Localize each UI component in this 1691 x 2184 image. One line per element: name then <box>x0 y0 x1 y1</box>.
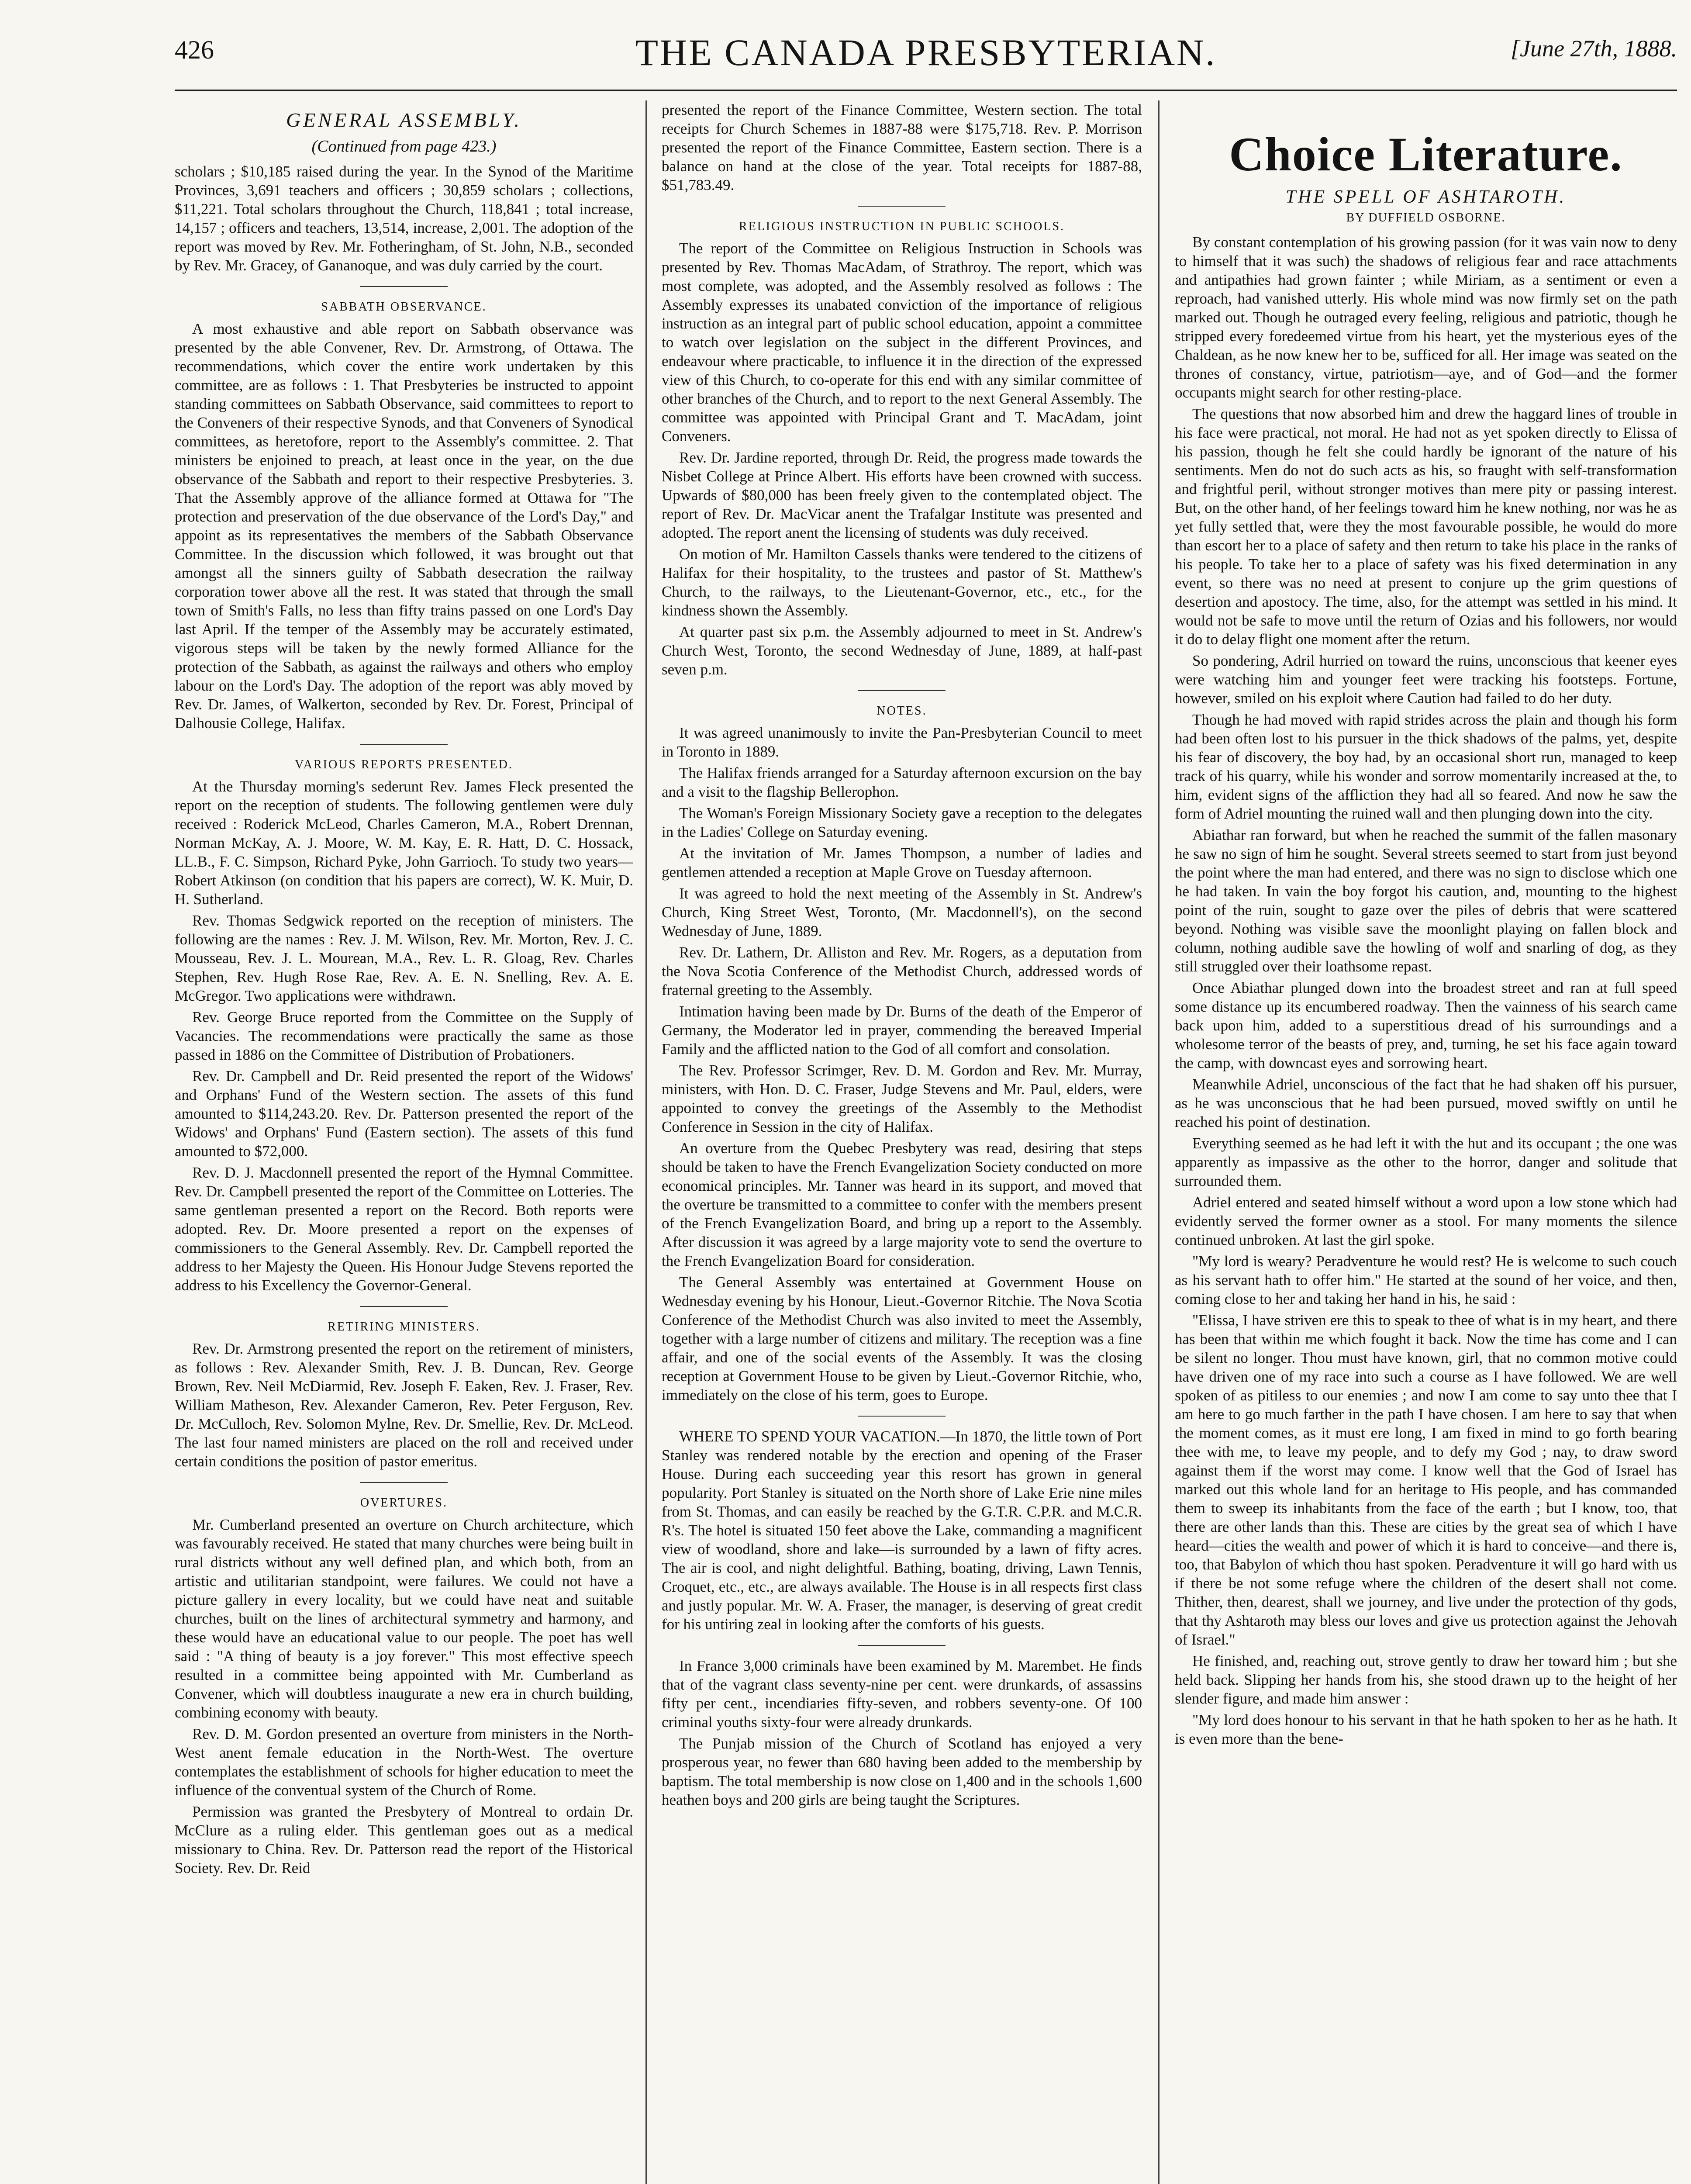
paragraph: Everything seemed as he had left it with the hut and its occupant ; the one was apparently as impassive as the other to the horror, danger and solitude that surrounded them. <box>1175 1135 1677 1189</box>
paragraph: Rev. Thomas Sedgwick reported on the reception of ministers. The following are the names : Rev. J. M. Wilson, Rev. Mr. Morton, Rev. J. C. Mousseau, Rev. J. L. Mourean, M.A., Rev. L. R. Gloag, Rev. Charles Stephen, Rev. Hugh Rose Rae, Rev. A. E. N. Snelling, Rev. A. E. McGregor. Two applications were withdrawn. <box>175 912 633 1004</box>
story-title: THE SPELL OF ASHTAROTH. <box>1285 187 1567 207</box>
paragraph: Abiathar ran forward, but when he reached the summit of the fallen masonary he saw no sign of him he sought. Several streets seemed to start from just beyond the point where the man had entered, and there was no sign to disclose which one he had taken. In vain the boy forgot his caution, and, mounting to the highest point of the ruin, sought to gaze over the piles of debris that were scattered beyond. Nothing was visible save the moonlight playing on fallen block and column, nothing audible save the howling of wolf and snarling of dog, as they still struggled over their loathsome repast. <box>1175 826 1677 975</box>
paragraph: presented the report of the Finance Committee, Western section. The total receipts for Church Schemes in 1887-88 were $175,718. Rev. P. Morrison presented the report of the Finance Committee, Eastern section. There is a balance on hand at the close of the year. Total receipts for 1887-88, $51,783.49. <box>662 101 1142 194</box>
paragraph: It was agreed to hold the next meeting of the Assembly in St. Andrew's Church, King Street West, Toronto, (Mr. Macdonnell's), on the second Wednesday of June, 1889. <box>662 885 1142 940</box>
paragraph-france: In France 3,000 criminals have been examined by M. Marembet. He finds that of the vagrant class seventy-nine per cent. were drunkards, of assassins fifty per cent., incendiaries fifty-seven, and robbers seventy-one. Of 100 criminal youths sixty-four were already drunkards. <box>662 1657 1142 1731</box>
paragraph: He finished, and, reaching out, strove gently to draw her toward him ; but she held back. Slipping her hands from his, she stood drawn up to the height of her slender figure, and made him answer : <box>1175 1652 1677 1707</box>
divider <box>858 206 946 207</box>
paragraph: Rev. D. J. Macdonnell presented the report of the Hymnal Committee. Rev. Dr. Campbell presented the report of the Committee on Lotteries. The same gentleman presented a report on the Record. Both reports were adopted. Rev. Dr. Moore presented a report on the expenses of commissioners to the General Assembly. Rev. Dr. Campbell reported the address to her Majesty the Queen. His Honour Judge Stevens reported the address to his Excellency the Governor-General. <box>175 1164 633 1294</box>
header-rule <box>175 90 1677 91</box>
paragraph: "My lord does honour to his servant in that he hath spoken to her as he hath. It is even more than the bene- <box>1175 1711 1677 1747</box>
paragraph: Rev. Dr. Campbell and Dr. Reid presented the report of the Widows' and Orphans' Fund of the Western section. The assets of this fund amounted to $114,243.20. Rev. Dr. Patterson presented the report of the Widows' and Orphans' Fund (Eastern section). The assets of this fund amounted to $72,000. <box>175 1068 633 1160</box>
paragraph: The questions that now absorbed him and drew the haggard lines of trouble in his face were practical, not moral. He had not as yet spoken directly to Elissa of his passion, though he felt she could hardly be ignorant of the nature of his sentiments. Men do not do such acts as his, so fraught with self-transformation and frightful peril, without stronger motives than mere pity or passing interest. But, on the other hand, of her feelings toward him he knew nothing, nor was he as yet fully settled that, were they the most favourable possible, he would do more than escort her to a place of safety and then return to take his place in the ranks of his people. To take her to a place of safety was his fixed determination in any event, so there was no need at present to conjure up the grim questions of desertion and apostocy. The time, also, for the attempt was settled in his mind. It would not be safe to move until the return of Ozias and his followers, nor would it do to delay flight one moment after the return. <box>1175 405 1677 648</box>
paragraph: Once Abiathar plunged down into the broadest street and ran at full speed some distance up its encumbered roadway. Then the vainness of his search came back upon him, added to a superstitious dread of his surroundings and a wholesome terror of the beasts of prey, and, turning, he set his face again toward the camp, with downcast eyes and sorrowing heart. <box>1175 979 1677 1071</box>
subheading-religious-instruction: RELIGIOUS INSTRUCTION IN PUBLIC SCHOOLS. <box>739 220 1065 233</box>
byline: BY DUFFIELD OSBORNE. <box>1346 211 1506 225</box>
divider <box>360 1306 448 1307</box>
paragraph: The Rev. Professor Scrimger, Rev. D. M. Gordon and Rev. Mr. Murray, ministers, with Hon. D. C. Fraser, Judge Stevens and Mr. Paul, elders, were appointed to convey the greetings of the Assembly to the Methodist Conference in Session in the city of Halifax. <box>662 1062 1142 1135</box>
paragraph: The report of the Committee on Religious Instruction in Schools was presented by Rev. Thomas MacAdam, of Strathroy. The report, which was most complete, was adopted, and the Assembly resolved as follows : The Assembly expresses its unabated conviction of the importance of religious instruction as an integral part of public school education, appoint a committee to watch over legislation on the subject in the different Provinces, and endeavour where practicable, to influence it in the direction of the expressed view of this Church, to co-operate for this end with any similar committee of other branches of the Church, and to report to the next General Assembly. The committee was appointed with Principal Grant and T. MacAdam, joint Conveners. <box>662 240 1142 445</box>
paragraph: Permission was granted the Presbytery of Montreal to ordain Dr. McClure as a ruling elder. This gentleman goes out as a medical missionary to China. Rev. Dr. Patterson read the report of the Historical Society. Rev. Dr. Reid <box>175 1803 633 1876</box>
column-general-assembly <box>175 100 633 2184</box>
paragraph: "My lord is weary? Peradventure he would rest? He is welcome to such couch as his servant hath to offer him." He started at the sound of her voice, and then, coming close to her and taking her hand in his, he said : <box>1175 1253 1677 1307</box>
paragraph: Rev. Dr. Jardine reported, through Dr. Reid, the progress made towards the Nisbet College at Prince Albert. His efforts have been crowned with success. Upwards of $80,000 has been freely given to the contemplated object. The report of Rev. Dr. MacVicar anent the Trafalgar Institute was presented and adopted. The report anent the licensing of students was duly received. <box>662 449 1142 541</box>
column-divider <box>1158 100 1160 2184</box>
divider <box>858 1645 946 1646</box>
divider <box>360 286 448 287</box>
column-choice-literature <box>1175 100 1677 2184</box>
paragraph: At the invitation of Mr. James Thompson, a number of ladies and gentlemen attended a reception at Maple Grove on Tuesday afternoon. <box>662 845 1142 881</box>
choice-literature-heading: Choice Literature. <box>1229 128 1623 181</box>
paragraph: Rev. Dr. Lathern, Dr. Alliston and Rev. Mr. Rogers, as a deputation from the Nova Scotia Conference of the Methodist Church, addressed words of fraternal greeting to the Assembly. <box>662 944 1142 999</box>
paragraph: Though he had moved with rapid strides across the plain and though his form had been often lost to his pursuer in the thick shadows of the palms, yet, despite his fear of discovery, the boy had, by an occasional short run, managed to keep track of his quarry, while his wonder and sorrow momentarily increased at the, to him, evident signs of the affliction they had all so feared. And now he saw the form of Adriel mounting the ruined wall and then plunging down into the city. <box>1175 711 1677 822</box>
continued-note: (Continued from page 423.) <box>311 137 497 156</box>
section-title: GENERAL ASSEMBLY. <box>286 109 522 131</box>
paragraph: Mr. Cumberland presented an overture on Church architecture, which was favourably received. He stated that many churches were being built in rural districts without any well defined plan, and which both, from an artistic and utilitarian standpoint, were failures. We could not have a picture gallery in every locality, but we could have neat and suitable churches, built on the lines of architectural symmetry and harmony, and these would have an educational value to our people. The poet has well said : "A thing of beauty is a joy forever." This most effective speech resulted in a committee being appointed with Mr. Cumberland as Convener, which will doubtless inaugurate a new era in church building, combining economy with beauty. <box>175 1516 633 1721</box>
page-number: 426 <box>175 35 214 64</box>
paragraph: The General Assembly was entertained at Government House on Wednesday evening by his Honour, Lieut.-Governor Ritchie. The Nova Scotia Conference of the Methodist Church was also invited to meet the Assembly, together with a large number of citizens and military. The reception was a fine affair, and one of the social events of the Assembly. It was the closing reception at Government House to be given by Lieut.-Governor Ritchie, who, immediately on the close of his term, goes to Europe. <box>662 1274 1142 1403</box>
issue-date: [June 27th, 1888. <box>1511 35 1677 62</box>
paper-title: THE CANADA PRESBYTERIAN. <box>635 31 1217 73</box>
paragraph: At the Thursday morning's sederunt Rev. James Fleck presented the report on the reception of students. The following gentlemen were duly received : Roderick McLeod, Charles Cameron, M.A., Robert Drennan, Norman McKay, A. J. Moore, W. M. Kay, E. R. Hatt, D. C. Hossack, LL.B., F. C. Simpson, Richard Pyke, John Garrioch. To study two years—Robert Atkinson (on condition that his papers are correct), W. K. Muir, D. H. Sutherland. <box>175 778 633 908</box>
paragraph: Meanwhile Adriel, unconscious of the fact that he had shaken off his pursuer, as he was unconscious that he had been pursued, moved swiftly on until he reached his point of destination. <box>1175 1076 1677 1130</box>
paragraph-punjab: The Punjab mission of the Church of Scotland has enjoyed a very prosperous year, no fewer than 680 having been added to the membership by baptism. The total membership is now close on 1,400 and in the schools 1,600 heathen boys and 200 girls are being taught the Scriptures. <box>662 1735 1142 1808</box>
paragraph: So pondering, Adril hurried on toward the ruins, unconscious that keener eyes were watching him and younger feet were tracking his footsteps. Fortune, however, smiled on his exploit where Caution had failed to do her duty. <box>1175 652 1677 707</box>
subheading-overtures: OVERTURES. <box>360 1496 448 1510</box>
paragraph: Adriel entered and seated himself without a word upon a low stone which had evidently served the former owner as a stool. For many moments the silence continued unbroken. At last the girl spoke. <box>1175 1194 1677 1248</box>
divider <box>360 1482 448 1483</box>
paragraph: "Elissa, I have striven ere this to speak to thee of what is in my heart, and there has been that within me which fought it back. Now the time has come and I can be silent no longer. Thou must have known, girl, that no common motive could have driven one of my race into such a course as I have followed. We are well spoken of as pitiless to our enemies ; and now I am come to say unto thee that I am here to go much farther in the path I have chosen. I am here to say that when the moment comes, as it must ere long, I am fixed in mind to go forth bearing thee with me, to leave my people, and to defy my God ; nay, to draw sword against them if the worst may come. I know well that the God of Israel has marked out this whole land for an heritage to His people, and has commanded them to sweep its inhabitants from the face of the earth ; but I know, too, that there are other lands than this. These are cities by the great sea of which I have heard—cities the wealth and power of which it is hard to conceive—and there is, too, that Babylon of which thou hast spoken. Peradventure it will go hard with us if there be not some refuge where the children of the desert shall not come. Thither, then, dearest, shall we journey, and live under the protection of thy gods, that thy Ashtaroth may bless our loves and give us protection against the Jehovah of Israel." <box>1175 1312 1677 1648</box>
paragraph: It was agreed unanimously to invite the Pan-Presbyterian Council to meet in Toronto in 1889. <box>662 724 1142 760</box>
subheading-various-reports: VARIOUS REPORTS PRESENTED. <box>295 758 513 771</box>
paragraph: scholars ; $10,185 raised during the year. In the Synod of the Maritime Provinces, 3,691 teachers and officers ; 30,859 scholars ; collections, $11,221. Total scholars throughout the Church, 118,841 ; total increase, 14,157 ; officers and teachers, 13,514, increase, 2,001. The adoption of the report was moved by Rev. Mr. Fotheringham, of St. John, N.B., seconded by Rev. Mr. Gracey, of Gananoque, and was duly carried by the court. <box>175 163 633 274</box>
paragraph: An overture from the Quebec Presbytery was read, desiring that steps should be taken to have the French Evangelization Society conducted on more economical principles. Mr. Tanner was heard in its support, and moved that the overture be transmitted to a committee to confer with the members present of the French Evangelization Board, and bring up a report to the Assembly. After discussion it was agreed by a large majority vote to send the overture to the French Evangelization Board for consideration. <box>662 1140 1142 1269</box>
paragraph: At quarter past six p.m. the Assembly adjourned to meet in St. Andrew's Church West, Toronto, the second Wednesday of June, 1889, at half-past seven p.m. <box>662 623 1142 678</box>
divider <box>858 690 946 691</box>
paragraph: The Woman's Foreign Missionary Society gave a reception to the delegates in the Ladies' College on Saturday evening. <box>662 805 1142 840</box>
subheading-sabbath: SABBATH OBSERVANCE. <box>321 300 487 314</box>
paragraph: Intimation having been made by Dr. Burns of the death of the Emperor of Germany, the Moderator led in prayer, commending the bereaved Imperial Family and the afflicted nation to the God of all comfort and consolation. <box>662 1003 1142 1057</box>
paragraph: Rev. Dr. Armstrong presented the report on the retirement of ministers, as follows : Rev. Alexander Smith, Rev. J. B. Duncan, Rev. George Brown, Rev. Neil McDiarmid, Rev. Joseph F. Eaken, Rev. J. Fraser, Rev. William Matheson, Rev. Alexander Cameron, Rev. Peter Ferguson, Rev. Dr. McCulloch, Rev. Solomon Mylne, Rev. Dr. Smellie, Rev. Dr. McLeod. The last four named ministers are placed on the roll and received under certain conditions the position of pastor emeritus. <box>175 1340 633 1470</box>
subheading-retiring: RETIRING MINISTERS. <box>328 1320 480 1334</box>
paragraph: Rev. D. M. Gordon presented an overture from ministers in the North-West anent female education in the North-West. The overture contemplates the establishment of schools for higher education to meet the influence of the conventual system of the Church of Rome. <box>175 1725 633 1799</box>
divider <box>858 1416 946 1417</box>
column-divider <box>645 100 647 2184</box>
paragraph-vacation: WHERE TO SPEND YOUR VACATION.—In 1870, the little town of Port Stanley was rendered notable by the erection and opening of the Fraser House. During each succeeding year this resort has grown in general popularity. Port Stanley is situated on the North shore of Lake Erie nine miles from St. Thomas, and can easily be reached by the G.T.R. C.P.R. and M.C.R. R's. The hotel is situated 150 feet above the Lake, commanding a magnificent view of woodland, shore and lake—is surrounded by a lawn of fifty acres. The air is cool, and night delightful. Bathing, boating, driving, Lawn Tennis, Croquet, etc., etc., are always available. The House is in all respects first class and justly popular. Mr. W. A. Fraser, the manager, is deserving of great credit for his untiring zeal in looking after the comforts of his guests. <box>662 1428 1142 1633</box>
subheading-notes: NOTES. <box>877 704 927 718</box>
masthead <box>175 31 1677 83</box>
paragraph: By constant contemplation of his growing passion (for it was vain now to deny to himself that it was such) the shadows of religious fear and race attachments and antipathies had grown fainter ; while Miriam, as a sentiment or even a reproach, had vanished utterly. His whole mind was now firmly set on the path marked out. Though he outraged every feeling, religious and patriotic, though he stripped every foredeemed virtue from his heart, yet the mysterious eyes of the Chaldean, as he now knew her to be, sufficed for all. Her image was seated on the thrones of constancy, virtue, patriotism—aye, and of God—and the former occupants might search for other resting-place. <box>1175 234 1677 401</box>
divider <box>360 744 448 745</box>
paragraph: Rev. George Bruce reported from the Committee on the Supply of Vacancies. The recommendations were practically the same as those passed in 1886 on the Committee of Distribution of Probationers. <box>175 1009 633 1063</box>
paragraph: A most exhaustive and able report on Sabbath observance was presented by the able Convener, Rev. Dr. Armstrong, of Ottawa. The recommendations, which cover the entire work undertaken by this committee, are as follows : 1. That Presbyteries be instructed to appoint standing committees on Sabbath Observance, said committees to report to the Conveners of their respective Synods, and that Conveners of Synodical committees, as heretofore, report to the Assembly's committee. 2. That ministers be enjoined to preach, at least once in the year, on the due observance of the Sabbath and report to their respective Presbyteries. 3. That the Assembly approve of the alliance formed at Ottawa for "The protection and preservation of the due observance of the Lord's Day," and appoint as its representatives the members of the Sabbath Observance Committee. In the discussion which followed, it was brought out that amongst all the sinners guilty of Sabbath desecration the railway corporation tower above all the rest. It was stated that through the small town of Smith's Falls, no less than fifty trains passed on one Lord's Day last April. If the temper of the Assembly may be accurately estimated, vigorous steps will be taken by the newly formed Alliance for the protection of the Sabbath, as against the railways and others who employ labour on the Lord's Day. The adoption of the report was ably moved by Rev. Dr. James, of Walkerton, seconded by Rev. Dr. Forest, Principal of Dalhousie College, Halifax. <box>175 320 633 732</box>
paragraph: The Halifax friends arranged for a Saturday afternoon excursion on the bay and a visit to the flagship Bellerophon. <box>662 764 1142 800</box>
paragraph: On motion of Mr. Hamilton Cassels thanks were tendered to the citizens of Halifax for their hospitality, to the trustees and pastor of St. Matthew's Church, to the railways, to the Lieutenant-Governor, etc., etc., for the kindness shown the Assembly. <box>662 546 1142 619</box>
column-assembly-continued <box>662 100 1142 2184</box>
